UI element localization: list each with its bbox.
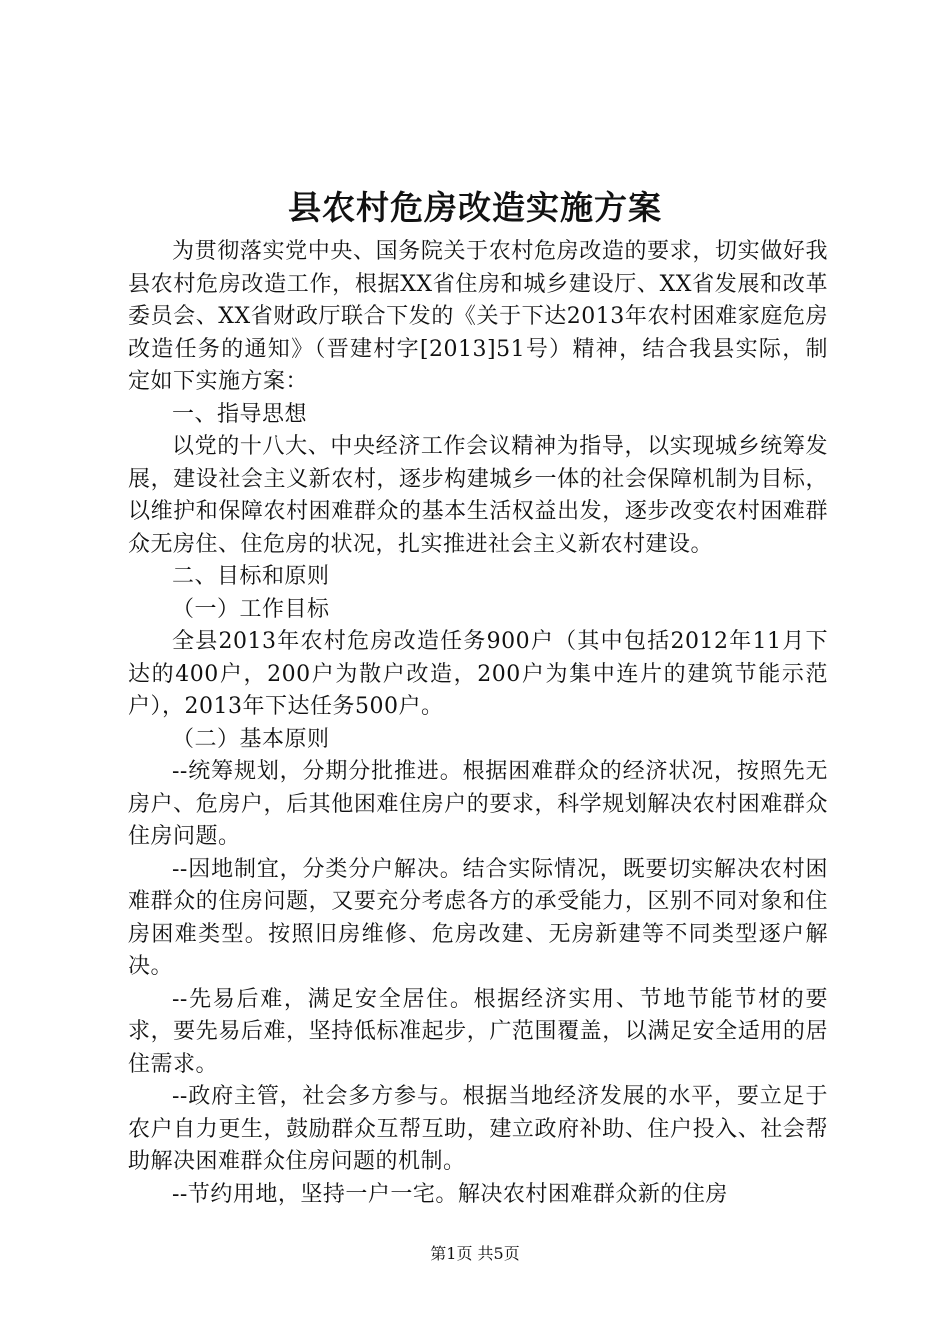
work-goals-paragraph: 全县2013年农村危房改造任务900户（其中包括2012年11月下达的400户，200户为散户改造，200户为集中连片的建筑节能示范户），2013年下达任务500户。 <box>128 629 828 719</box>
subsection-heading-basic-principles: （二）基本原则 <box>172 726 330 752</box>
principle-paragraph: --节约用地，坚持一户一宅。解决农村困难群众新的住房 <box>172 1181 728 1207</box>
page-footer: 第1页 共5页 <box>430 1244 520 1263</box>
document-title: 县农村危房改造实施方案 <box>288 188 662 227</box>
section-heading-goals-principles: 二、目标和原则 <box>172 564 330 589</box>
principle-paragraph: --政府主管，社会多方参与。根据当地经济发展的水平，要立足于农户自力更生，鼓励群众互帮互助，建立政府补助、住户投入、社会帮助解决困难群众住房问题的机制。 <box>128 1084 828 1174</box>
principle-paragraph: --因地制宜，分类分户解决。结合实际情况，既要切实解决农村困难群众的住房问题，又要充分考虑各方的承受能力，区别不同对象和住房困难类型。按照旧房维修、危房改建、无房新建等不同类型逐户解决。 <box>128 856 828 979</box>
principle-paragraph: --先易后难，满足安全居住。根据经济实用、节地节能节材的要求，要先易后难，坚持低标准起步，广范围覆盖，以满足安全适用的居住需求。 <box>128 986 828 1077</box>
principle-paragraph: --统筹规划，分期分批推进。根据困难群众的经济状况，按照先无房户、危房户，后其他困难住房户的要求，科学规划解决农村困难群众住房问题。 <box>128 759 828 849</box>
intro-paragraph: 为贯彻落实党中央、国务院关于农村危房改造的要求，切实做好我县农村危房改造工作，根据XX省住房和城乡建设厅、XX省发展和改革委员会、XX省财政厅联合下发的《关于下达2013年农村困难家庭危房改造任务的通知》（晋建村字[2013]51号）精神，结合我县实际，制定如下实施方案： <box>128 239 828 394</box>
guiding-thought-paragraph: 以党的十八大、中央经济工作会议精神为指导，以实现城乡统筹发展，建设社会主义新农村，逐步构建城乡一体的社会保障机制为目标，以维护和保障农村困难群众的基本生活权益出发，逐步改变农村困难群众无房住、住危房的状况，扎实推进社会主义新农村建设。 <box>128 434 828 557</box>
document-body <box>128 236 828 1211</box>
subsection-heading-work-goals: （一）工作目标 <box>172 596 330 622</box>
section-heading-guiding-thought: 一、指导思想 <box>172 401 308 427</box>
